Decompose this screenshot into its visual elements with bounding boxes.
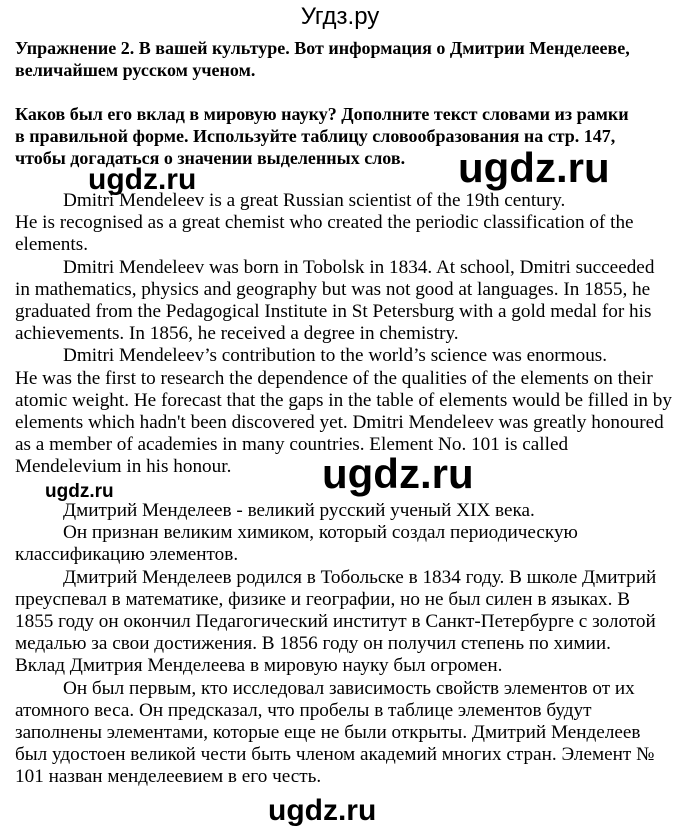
text-line: медалью за свои достижения. В 1856 году он получил степень по химии. [15,633,611,655]
site-title: Угдз.ру [300,3,380,30]
text-line: Он признан великим химиком, который создал периодическую [63,522,578,544]
watermark: ugdz.ru [45,481,114,502]
text-line: классификацию элементов. [15,544,239,566]
instruction-line: чтобы догадаться о значении выделенных слов. [15,148,406,168]
text-line: Dmitri Mendeleev’s contribution to the world’s science was enormous. [63,345,608,367]
text-line: 101 назван менделеевием в его честь. [15,766,322,788]
text-line: Mendelevium in his honour. [15,456,232,478]
text-line: He is recognised as a great chemist who created the periodic classification of the [15,212,634,234]
text-line: Вклад Дмитрия Менделеева в мировую науку был огромен. [15,655,503,677]
instruction-line: Упражнение 2. В вашей культуре. Вот информация о Дмитрии Менделееве, [15,38,630,58]
text-line: Dmitri Mendeleev was born in Tobolsk in 1834. At school, Dmitri succeeded [63,256,655,278]
watermark: ugdz.ru [88,163,197,196]
instruction-line: в правильной форме. Используйте таблицу словообразования на стр. 147, [15,126,616,146]
text-line: graduated from the Pedagogical Institute in St Petersburg with a gold medal for his [15,301,652,323]
text-line: заполнены элементами, которые еще не были открыты. Дмитрий Менделеев [15,722,641,744]
text-line: Он был первым, кто исследовал зависимость свойств элементов от их [63,677,635,699]
text-line: 1855 году он окончил Педагогический институт в Санкт-Петербурге с золотой [15,611,656,633]
instruction-line: Каков был его вклад в мировую науку? Дополните текст словами из рамки [15,104,629,124]
text-line: achievements. In 1856, he received a degree in chemistry. [15,323,459,345]
text-line: in mathematics, physics and geography but was not good at languages. In 1855, he [15,278,651,300]
instruction-line: величайшем русском ученом. [15,60,256,80]
text-line: as a member of academies in many countries. Element No. 101 is called [15,434,569,456]
text-line: elements. [15,234,88,256]
text-line: He was the first to research the dependence of the qualities of the elements on their [15,367,653,389]
text-line: Dmitri Mendeleev is a great Russian scientist of the 19th century. [63,190,566,211]
watermark: ugdz.ru [322,450,474,497]
text-line: был удостоен великой чести быть членом академий многих стран. Элемент № [15,744,655,766]
exercise-instructions [15,37,670,81]
text-line: atomic weight. He forecast that the gaps in the table of elements would be filled in by [15,389,672,411]
english-text [15,190,675,479]
text-line: elements which hadn't been discovered yet. Dmitri Mendeleev was greatly honoured [15,412,664,434]
text-line: Дмитрий Менделеев - великий русский ученый XIX века. [63,500,535,521]
watermark: ugdz.ru [268,794,377,827]
text-line: атомного веса. Он предсказал, что пробелы в таблице элементов будут [15,699,592,721]
text-line: преуспевал в математике, физике и географии, но не был силен в языках. В [15,588,631,610]
watermark: ugdz.ru [458,144,610,191]
russian-translation [15,500,675,789]
text-line: Дмитрий Менделеев родился в Тобольске в 1834 году. В школе Дмитрий [63,566,657,588]
